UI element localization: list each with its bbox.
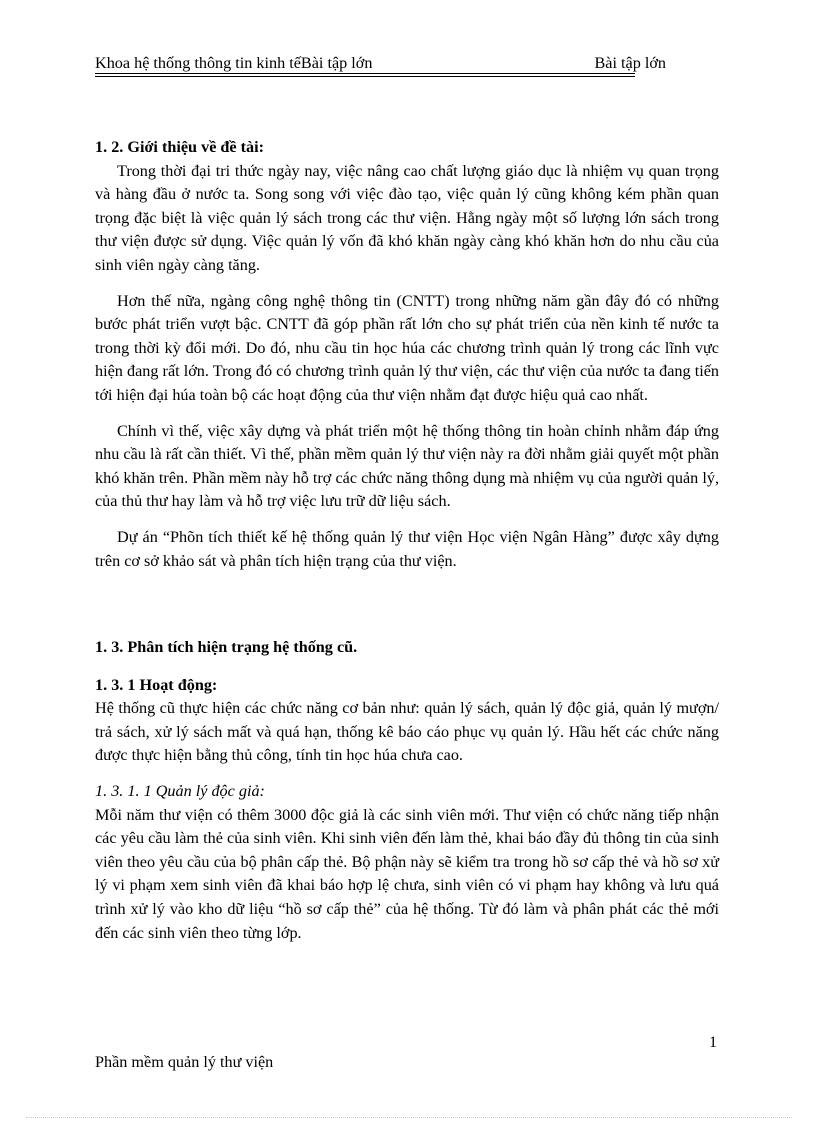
section-1-3-1-1-paragraph: Mỗi năm thư viện có thêm 3000 độc giả là các sinh viên mới. Thư viện có chức năng tiếp nhận các yêu cầu làm thẻ của sinh viên. Khi sinh viên đến làm thẻ, khai báo đầy đủ thông tin của sinh viên theo yêu cầu của bộ phân cấp thẻ. Bộ phận này sẽ kiểm tra trong hồ sơ cấp thẻ và hồ sơ xử lý vi phạm xem sinh viên đã khai báo hợp lệ chưa, sinh viên có vi phạm hay không và lưu quá trình xử lý vào kho dữ liệu “hồ sơ cấp thẻ” của hệ thống. Từ đó làm và phân phát các thẻ mới đến các sinh viên theo từng lớp.: [95, 805, 719, 942]
section-1-2-heading: 1. 2. Giới thiệu về đề tài:: [95, 138, 265, 156]
section-1-2-paragraph-1: Trong thời đại tri thức ngày nay, việc nâng cao chất lượng giáo dục là nhiệm vụ quan trọng và hàng đầu ở nước ta. Song song với việc đào tạo, việc quản lý cũng không kém phần quan trọng đặc biệt là việc quản lý sách trong các thư viện. Hằng ngày một số lượng lớn sách trong thư viện được sử dụng. Việc quản lý vốn đã khó khăn ngày càng khó khăn hơn do nhu cầu của sinh viên ngày càng tăng.: [95, 161, 719, 274]
header-rule: [95, 73, 635, 74]
page-content: [95, 136, 719, 945]
section-1-3-1-paragraph: Hệ thống cũ thực hiện các chức năng cơ bản như: quản lý sách, quản lý độc giả, quản lý mượn/ trả sách, xử lý sách mất và quá hạn, thống kê báo cáo phục vụ quản lý. Hầu hết các chức năng được thực hiện bằng thủ công, tính tin học húa chưa cao.: [95, 699, 719, 765]
header-rule-double: [95, 76, 635, 77]
section-1-2-paragraph-3: Chính vì thế, việc xây dựng và phát triển một hệ thống thông tin hoàn chỉnh nhằm đáp ứng nhu cầu là rất cần thiết. Vì thế, phần mềm quản lý thư viện này ra đời nhằm giải quyết một phần khó khăn trên. Phần mềm này hỗ trợ các chức năng thông dụng mà nhiệm vụ của người quản lý, của thủ thư hay làm và hỗ trợ việc lưu trữ dữ liệu sách.: [95, 421, 719, 511]
page-footer: Phần mềm quản lý thư viện: [95, 1053, 274, 1071]
section-1-3-1-1-heading: 1. 3. 1. 1 Quản lý độc giả:: [95, 782, 265, 801]
page-number: 1: [709, 1034, 717, 1051]
page-header: [95, 51, 666, 75]
section-1-2-paragraph-4: Dự án “Phõn tích thiết kế hệ thống quản lý thư viện Học viện Ngân Hàng” được xây dựng trên cơ sở khảo sát và phân tích hiện trạng của thư viện.: [95, 527, 719, 570]
page-break-line: [26, 1117, 792, 1118]
header-left-text: Khoa hệ thống thông tin kinh tếBài tập lớn: [95, 54, 373, 72]
section-1-3-1-heading: 1. 3. 1 Hoạt động:: [95, 675, 218, 694]
section-1-2-paragraph-2: Hơn thế nữa, ngàng công nghệ thông tin (CNTT) trong những năm gần đây đó có những bước phát triển vượt bậc. CNTT đã góp phần rất lớn cho sự phát triển của nền kinh tế nước ta trong thời kỳ đổi mới. Do đó, nhu cầu tin học húa các chương trình quản lý trong các lĩnh vực hiện đang rất lớn. Trong đó có chương trình quản lý thư viện, các thư viện của nước ta đang tiến tới hiện đại húa toàn bộ các hoạt động của thư viện nhằm đạt được hiệu quả cao nhất.: [95, 291, 719, 404]
header-right-text: Bài tập lớn: [594, 54, 666, 72]
section-1-3-heading: 1. 3. Phân tích hiện trạng hệ thống cũ.: [95, 638, 358, 657]
